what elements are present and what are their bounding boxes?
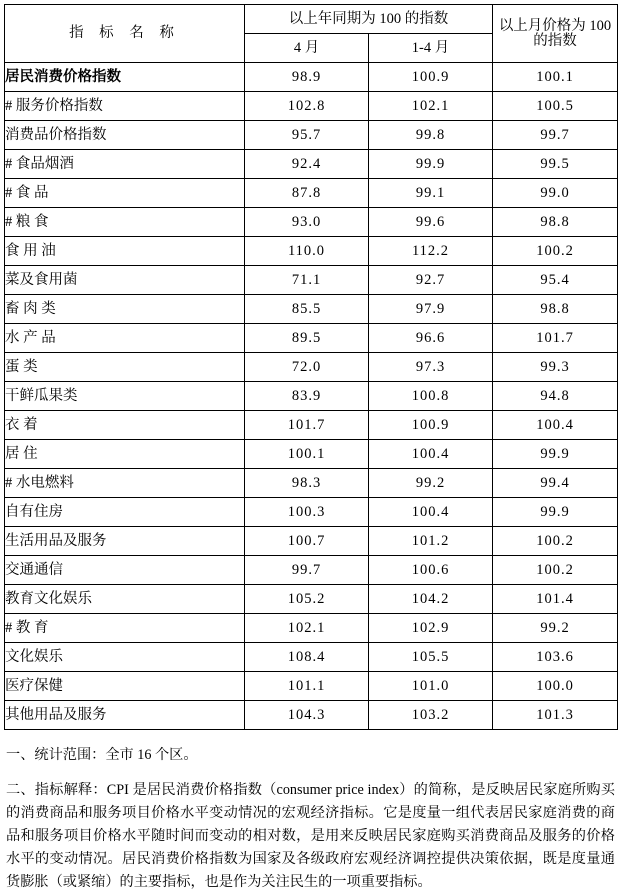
row-label: 干鲜瓜果类 <box>5 382 245 411</box>
row-value-mom: 103.6 <box>493 643 618 672</box>
table-row <box>5 150 618 179</box>
header-yoy-group: 以上年同期为 100 的指数 <box>245 5 493 34</box>
row-label: # 食品烟酒 <box>5 150 245 179</box>
row-value-month: 102.1 <box>245 614 369 643</box>
row-value-month: 85.5 <box>245 295 369 324</box>
table-row <box>5 614 618 643</box>
row-value-cum: 101.0 <box>369 672 493 701</box>
row-label: 消费品价格指数 <box>5 121 245 150</box>
table-row <box>5 469 618 498</box>
row-value-mom: 100.1 <box>493 63 618 92</box>
row-label: # 服务价格指数 <box>5 92 245 121</box>
row-value-month: 71.1 <box>245 266 369 295</box>
row-value-mom: 100.2 <box>493 237 618 266</box>
table-row <box>5 556 618 585</box>
row-value-month: 98.9 <box>245 63 369 92</box>
row-value-mom: 94.8 <box>493 382 618 411</box>
row-value-cum: 100.9 <box>369 411 493 440</box>
row-value-month: 108.4 <box>245 643 369 672</box>
row-value-mom: 99.7 <box>493 121 618 150</box>
row-value-cum: 99.9 <box>369 150 493 179</box>
header-indicator-name: 指 标 名 称 <box>5 5 245 63</box>
notes-section <box>6 744 615 894</box>
row-label: # 食 品 <box>5 179 245 208</box>
row-label: 居 住 <box>5 440 245 469</box>
row-label: 居民消费价格指数 <box>5 63 245 92</box>
row-value-cum: 102.9 <box>369 614 493 643</box>
table-row <box>5 324 618 353</box>
row-value-cum: 97.3 <box>369 353 493 382</box>
row-value-month: 93.0 <box>245 208 369 237</box>
row-value-month: 102.8 <box>245 92 369 121</box>
row-value-month: 101.7 <box>245 411 369 440</box>
header-mom: 以上月价格为 100 的指数 <box>493 5 618 63</box>
row-value-month: 99.7 <box>245 556 369 585</box>
row-value-month: 105.2 <box>245 585 369 614</box>
row-label: 其他用品及服务 <box>5 701 245 730</box>
row-value-mom: 98.8 <box>493 295 618 324</box>
table-row <box>5 353 618 382</box>
row-label: 衣 着 <box>5 411 245 440</box>
row-label: 食 用 油 <box>5 237 245 266</box>
row-value-month: 98.3 <box>245 469 369 498</box>
row-value-cum: 99.6 <box>369 208 493 237</box>
note-scope: 一、统计范围：全市 16 个区。 <box>6 747 198 763</box>
row-value-cum: 100.6 <box>369 556 493 585</box>
row-value-cum: 102.1 <box>369 92 493 121</box>
row-value-mom: 98.8 <box>493 208 618 237</box>
row-value-mom: 100.2 <box>493 527 618 556</box>
row-label: 菜及食用菌 <box>5 266 245 295</box>
row-value-cum: 100.4 <box>369 498 493 527</box>
row-value-mom: 99.2 <box>493 614 618 643</box>
table-row <box>5 121 618 150</box>
table-row <box>5 92 618 121</box>
row-label: # 粮 食 <box>5 208 245 237</box>
row-label: 医疗保健 <box>5 672 245 701</box>
table-row <box>5 63 618 92</box>
table-header <box>5 5 618 63</box>
row-label: 教育文化娱乐 <box>5 585 245 614</box>
row-value-month: 95.7 <box>245 121 369 150</box>
row-value-mom: 99.9 <box>493 498 618 527</box>
row-value-cum: 97.9 <box>369 295 493 324</box>
row-value-mom: 99.9 <box>493 440 618 469</box>
row-value-mom: 99.5 <box>493 150 618 179</box>
row-value-month: 89.5 <box>245 324 369 353</box>
table-row <box>5 643 618 672</box>
row-value-month: 100.3 <box>245 498 369 527</box>
table-row <box>5 498 618 527</box>
header-month: 4 月 <box>245 34 369 63</box>
header-cumulative: 1-4 月 <box>369 34 493 63</box>
row-value-cum: 99.1 <box>369 179 493 208</box>
row-value-mom: 100.4 <box>493 411 618 440</box>
row-value-month: 87.8 <box>245 179 369 208</box>
row-label: # 水电燃料 <box>5 469 245 498</box>
row-label: 畜 肉 类 <box>5 295 245 324</box>
row-value-month: 104.3 <box>245 701 369 730</box>
row-label: 文化娱乐 <box>5 643 245 672</box>
row-label: 水 产 品 <box>5 324 245 353</box>
row-value-cum: 99.2 <box>369 469 493 498</box>
row-value-mom: 95.4 <box>493 266 618 295</box>
row-value-cum: 100.8 <box>369 382 493 411</box>
table-row <box>5 237 618 266</box>
row-label: 自有住房 <box>5 498 245 527</box>
row-value-month: 72.0 <box>245 353 369 382</box>
row-value-cum: 105.5 <box>369 643 493 672</box>
row-value-month: 110.0 <box>245 237 369 266</box>
row-value-cum: 100.4 <box>369 440 493 469</box>
row-label: 蛋 类 <box>5 353 245 382</box>
row-value-month: 83.9 <box>245 382 369 411</box>
row-value-month: 100.1 <box>245 440 369 469</box>
row-value-mom: 101.7 <box>493 324 618 353</box>
table-body <box>5 63 618 730</box>
table-row <box>5 179 618 208</box>
table-row <box>5 411 618 440</box>
row-value-mom: 101.3 <box>493 701 618 730</box>
row-value-mom: 100.0 <box>493 672 618 701</box>
table-row <box>5 672 618 701</box>
row-value-cum: 112.2 <box>369 237 493 266</box>
table-row <box>5 382 618 411</box>
table-row <box>5 208 618 237</box>
row-value-cum: 103.2 <box>369 701 493 730</box>
row-label: # 教 育 <box>5 614 245 643</box>
table-row <box>5 527 618 556</box>
row-label: 生活用品及服务 <box>5 527 245 556</box>
row-value-cum: 101.2 <box>369 527 493 556</box>
row-value-cum: 100.9 <box>369 63 493 92</box>
row-value-mom: 100.5 <box>493 92 618 121</box>
row-value-month: 92.4 <box>245 150 369 179</box>
row-value-cum: 96.6 <box>369 324 493 353</box>
table-row <box>5 701 618 730</box>
table-row <box>5 266 618 295</box>
row-value-mom: 100.2 <box>493 556 618 585</box>
row-value-cum: 104.2 <box>369 585 493 614</box>
row-value-mom: 99.4 <box>493 469 618 498</box>
row-value-mom: 99.0 <box>493 179 618 208</box>
row-value-mom: 101.4 <box>493 585 618 614</box>
cpi-table <box>4 4 618 730</box>
table-row <box>5 440 618 469</box>
row-value-cum: 92.7 <box>369 266 493 295</box>
note-definition: 二、指标解释：CPI 是居民消费价格指数（consumer price index）的简称，是反映居民家庭所购买的消费商品和服务项目价格水平变动情况的宏观经济指标。它是度量一组代表居民家庭消费的商品和服务项目价格水平随时间而变动的相对数，是用来反映居民家庭购买消费商品及服务的价格水平的变动情况。居民消费价格指数为国家及各级政府宏观经济调控提供决策依据，既是度量通货膨胀（或紧缩）的主要指标，也是作为关注民生的一项重要指标。 <box>6 782 615 890</box>
row-value-month: 101.1 <box>245 672 369 701</box>
row-label: 交通通信 <box>5 556 245 585</box>
row-value-cum: 99.8 <box>369 121 493 150</box>
page-root <box>0 4 621 894</box>
table-row <box>5 295 618 324</box>
row-value-month: 100.7 <box>245 527 369 556</box>
table-row <box>5 585 618 614</box>
row-value-mom: 99.3 <box>493 353 618 382</box>
